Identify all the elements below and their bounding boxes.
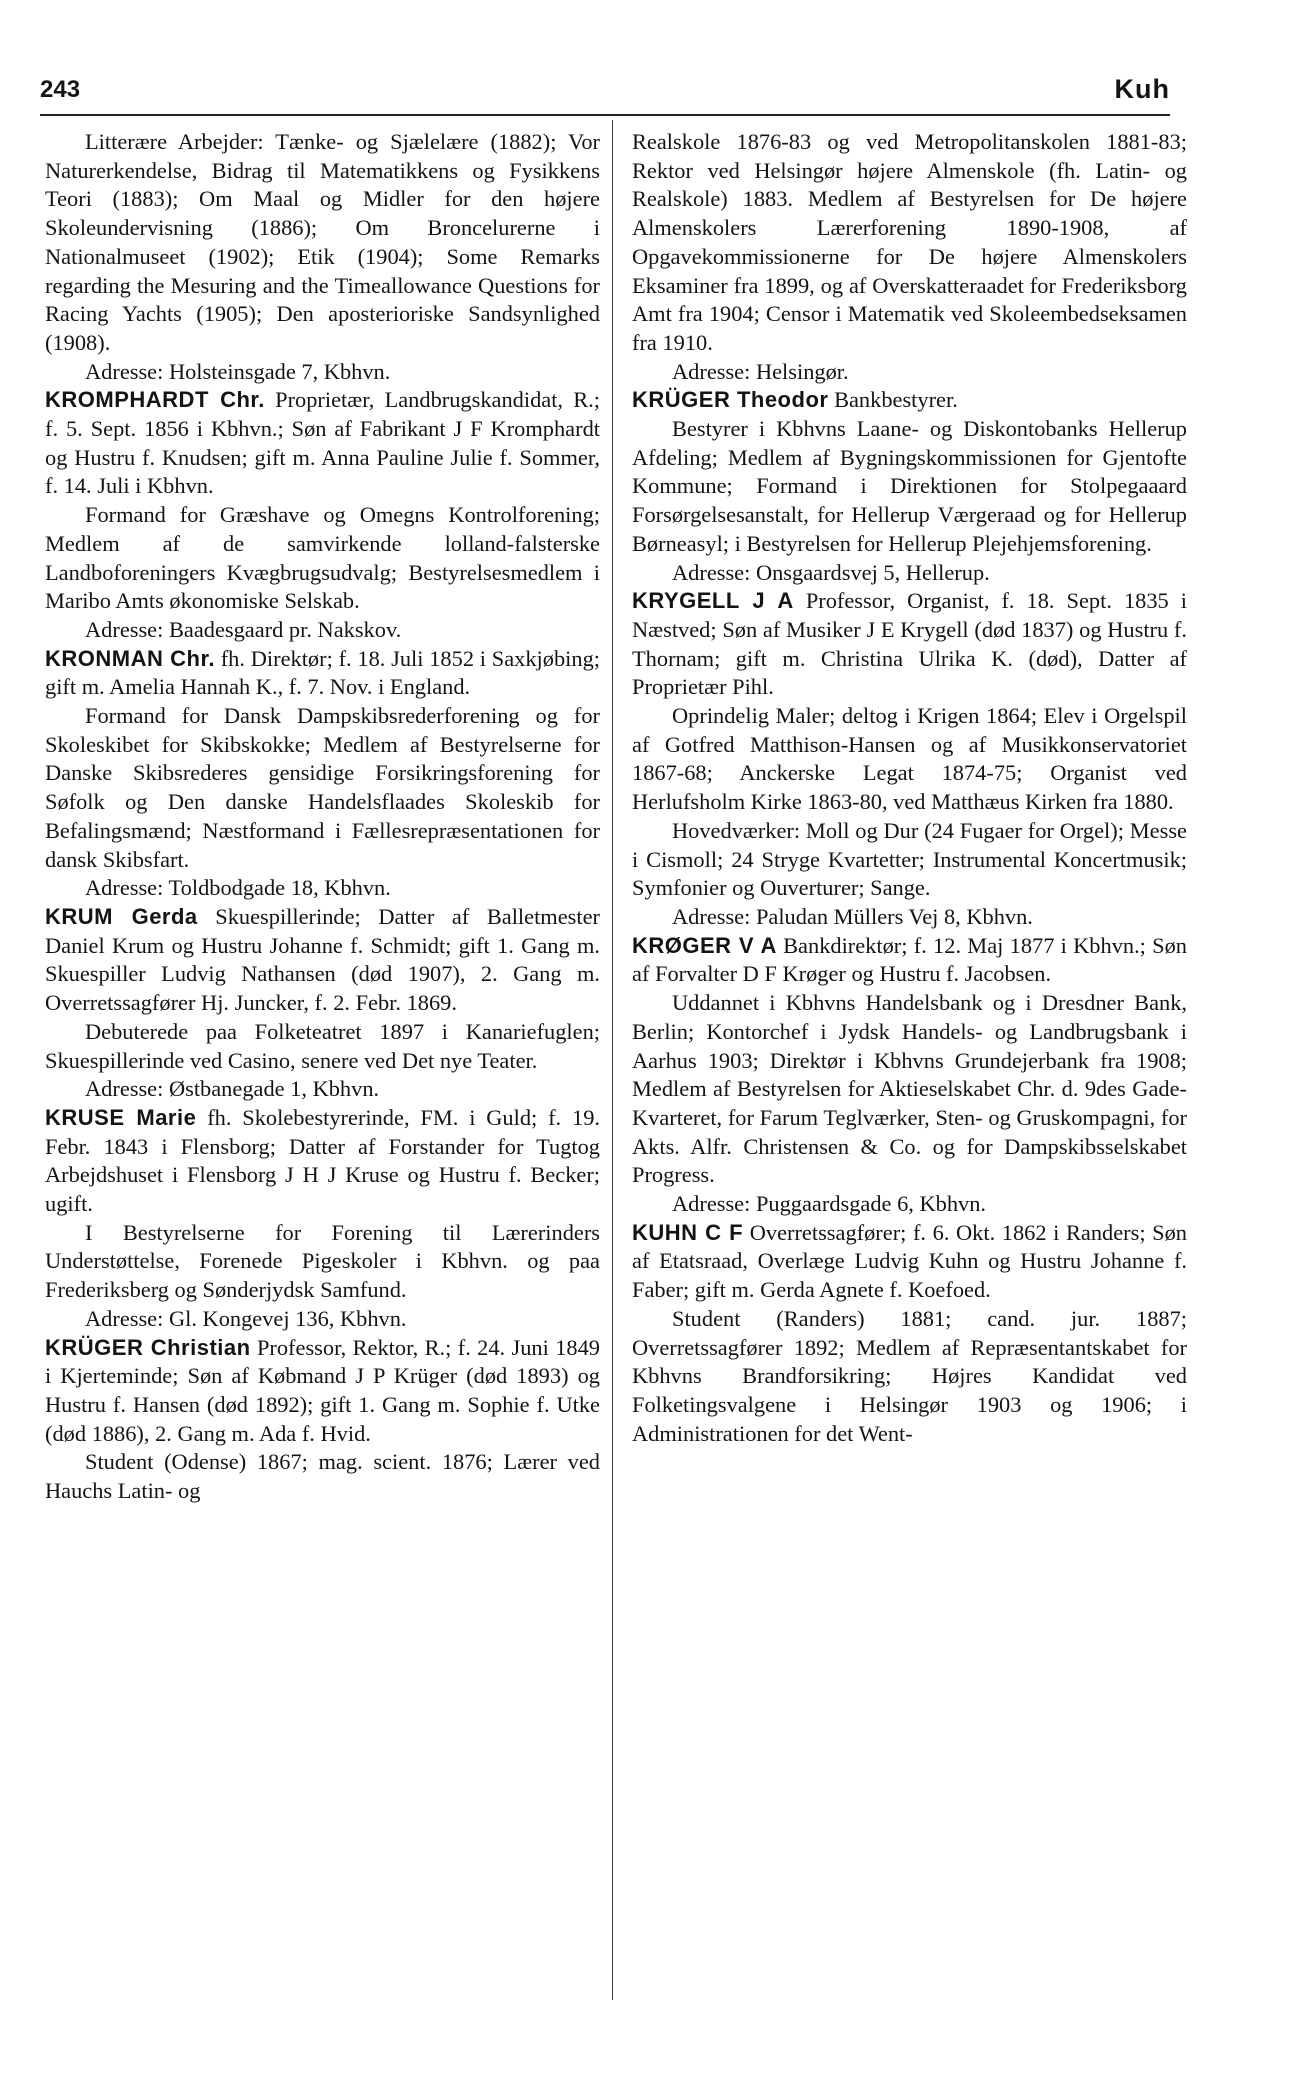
entry-name: KRONMAN Chr. xyxy=(45,645,215,671)
address-line: Adresse: Baadesgaard pr. Nakskov. xyxy=(85,616,402,642)
address-line: Adresse: Toldbodgade 18, Kbhvn. xyxy=(85,875,391,901)
left-column xyxy=(45,128,600,1506)
entry-name: KUHN C F xyxy=(632,1219,744,1245)
entry-name: KRUM Gerda xyxy=(45,903,198,929)
header-rule xyxy=(40,114,1170,116)
entry-paragraph: Bestyrer i Kbhvns Laane- og Diskontobanks Hellerup Afdeling; Medlem af Bygningskommissionen for Gjentofte Kommune; Formand i Direktionen for Stolpegaaard Forsørgelsesanstalt, for Hellerup Værgeraad og for Hellerup Børneasyl; i Bestyrelsen for Hellerup Plejehjemsforening. xyxy=(632,416,1187,556)
entry-paragraph: Student (Randers) 1881; cand. jur. 1887; Overretssagfører 1892; Medlem af Repræsentantskabet for Kbhvns Brandforsikring; Højres Kandidat ved Folketingsvalgene i Helsingør 1903 og 1906; i Administrationen for det Went- xyxy=(632,1305,1187,1446)
entry-name: KRUSE Marie xyxy=(45,1104,197,1130)
biography-entry xyxy=(45,1334,600,1449)
entry-text: Proprietær, Landbrugskandidat, R.; f. 5. Sept. 1856 i Kbhvn.; Søn af Fabrikant J F Kromphardt og Hustru f. Knudsen; gift m. Anna Pauline Julie f. Sommer, f. 14. Juli i Kbhvn. xyxy=(45,387,600,499)
entry-text: fh. Direktør; f. 18. Juli 1852 i Saxkjøbing; gift m. Amelia Hannah K., f. 7. Nov. i England. xyxy=(45,645,600,700)
continued-paragraph: Realskole 1876-83 og ved Metropolitanskolen 1881-83; Rektor ved Helsingør højere Almenskole (fh. Latin- og Realskole) 1883. Medlem af Bestyrelsen for De højere Almenskolers Lærerforening 1890-1908, af Opgavekommissionerne for De højere Almenskolers Eksaminer fra 1899, og af Overskatteraadet for Frederiksborg Amt fra 1904; Censor i Matematik ved Skoleembedseksamen fra 1910. xyxy=(632,129,1187,355)
biography-entry xyxy=(45,903,600,1018)
biography-entry xyxy=(632,1219,1187,1305)
address-line: Adresse: Østbanegade 1, Kbhvn. xyxy=(85,1076,380,1102)
right-column xyxy=(632,128,1187,1448)
entry-name: KRYGELL J A xyxy=(632,588,794,614)
entry-text: Skuespillerinde; Datter af Balletmester Daniel Krum og Hustru Johanne f. Schmidt; gift 1. Gang m. Skuespiller Ludvig Nathansen (død 1907), 2. Gang m. Overretssagfører Hj. Juncker, f. 2. Febr. 1869. xyxy=(45,903,600,1016)
page-number: 243 xyxy=(40,76,81,103)
address-line: Adresse: Holsteinsgade 7, Kbhvn. xyxy=(85,358,391,384)
entry-paragraph: Student (Odense) 1867; mag. scient. 1876; Lærer ved Hauchs Latin- og xyxy=(45,1449,600,1504)
entry-paragraph: Uddannet i Kbhvns Handelsbank og i Dresdner Bank, Berlin; Kontorchef i Jydsk Handels- og Landbrugsbank i Aarhus 1903; Direktør i Kbhvns Grundejerbank fra 1908; Medlem af Bestyrelsen for Aktieselskabet Chr. d. 9des Gade-Kvarteret, for Farum Teglværker, Sten- og Gruskompagni, for Akts. Alfr. Christensen & Co. og for Dampskibsselskabet Progress. xyxy=(632,990,1187,1188)
entry-paragraph: Litterære Arbejder: Tænke- og Sjælelære (1882); Vor Naturerkendelse, Bidrag til Matematikkens og Fysikkens Teori (1883); Om Maal og Midler for den højere Skoleundervisning (1886); Om Broncelurerne i Nationalmuseet (1902); Etik (1904); Some Remarks regarding the Mesuring and the Timeallowance Questions for Racing Yachts (1905); Den aposterioriske Sandsynlighed (1908). xyxy=(45,129,600,355)
entry-paragraph: Formand for Dansk Dampskibsrederforening og for Skoleskibet for Skibskokke; Medlem af Bestyrelserne for Danske Skibsrederes gensidige Forsikringsforening for Søfolk og Den danske Handelsflaades Skoleskib for Befalingsmænd; Næstformand i Fællesrepræsentationen for dansk Skibsfart. xyxy=(45,703,600,872)
biography-entry xyxy=(632,386,1187,415)
biography-entry xyxy=(45,645,600,702)
biography-entry xyxy=(632,932,1187,989)
entry-paragraph: Formand for Græshave og Omegns Kontrolforening; Medlem af de samvirkende lolland-falsterske Landboforeningers Kvægbrugsudvalg; Bestyrelsesmedlem i Maribo Amts økonomiske Selskab. xyxy=(45,502,600,614)
entry-text: Bankbestyrer. xyxy=(834,387,958,413)
entry-text: fh. Skolebestyrerinde, FM. i Guld; f. 19. Febr. 1843 i Flensborg; Datter af Forstander for Tugtog Arbejdshuset i Flensborg J H J Kruse og Hustru f. Becker; ugift. xyxy=(45,1104,600,1217)
entry-text: Professor, Organist, f. 18. Sept. 1835 i Næstved; Søn af Musiker J E Krygell (død 1837) og Hustru f. Thornam; gift m. Christina Ulrika K. (død), Datter af Proprietær Pihl. xyxy=(632,588,1187,700)
address-line: Adresse: Gl. Kongevej 136, Kbhvn. xyxy=(85,1305,407,1331)
entry-name: KRØGER V A xyxy=(632,932,777,958)
address-line: Adresse: Puggaardsgade 6, Kbhvn. xyxy=(672,1191,987,1217)
page-header xyxy=(40,70,1170,114)
address-line: Adresse: Onsgaardsvej 5, Hellerup. xyxy=(672,559,990,585)
entry-name: KRÜGER Theodor xyxy=(632,387,829,413)
entry-text: Professor, Rektor, R.; f. 24. Juni 1849 i Kjerteminde; Søn af Købmand J P Krüger (død 1893) og Hustru f. Hansen (død 1892); gift 1. Gang m. Sophie f. Utke (død 1886), 2. Gang m. Ada f. Hvid. xyxy=(45,1334,600,1446)
entry-text: Overretssagfører; f. 6. Okt. 1862 i Randers; Søn af Etatsraad, Overlæge Ludvig Kuhn og Hustru Johanne f. Faber; gift m. Gerda Agnete f. Koefoed. xyxy=(632,1219,1188,1303)
entry-paragraph: Debuterede paa Folketeatret 1897 i Kanariefuglen; Skuespillerinde ved Casino, senere ved Det nye Teater. xyxy=(45,1018,600,1073)
entry-name: KRÜGER Christian xyxy=(45,1334,251,1360)
entry-name: KROMPHARDT Chr. xyxy=(45,387,265,413)
entry-paragraph: Hovedværker: Moll og Dur (24 Fugaer for Orgel); Messe i Cismoll; 24 Stryge Kvartetter; Instrumental Koncertmusik; Symfonier og Ouverturer; Sange. xyxy=(632,817,1187,901)
address-line: Adresse: Helsingør. xyxy=(672,358,849,384)
entry-paragraph: I Bestyrelserne for Forening til Lærerinders Understøttelse, Forenede Pigeskoler i Kbhvn. og paa Frederiksberg og Sønderjydsk Samfund. xyxy=(45,1219,600,1303)
biography-entry xyxy=(632,587,1187,702)
biography-entry xyxy=(45,386,600,501)
running-head: Kuh xyxy=(1114,74,1170,104)
biography-entry xyxy=(45,1104,600,1219)
entry-text: Bankdirektør; f. 12. Maj 1877 i Kbhvn.; Søn af Forvalter D F Krøger og Hustru f. Jacobsen. xyxy=(632,932,1188,987)
address-line: Adresse: Paludan Müllers Vej 8, Kbhvn. xyxy=(672,903,1033,929)
entry-paragraph: Oprindelig Maler; deltog i Krigen 1864; Elev i Orgelspil af Gotfred Matthison-Hansen og af Musikkonservatoriet 1867-68; Anckerske Legat 1874-75; Organist ved Herlufsholm Kirke 1863-80, ved Matthæus Kirken fra 1880. xyxy=(632,703,1187,815)
column-divider xyxy=(612,120,613,2000)
